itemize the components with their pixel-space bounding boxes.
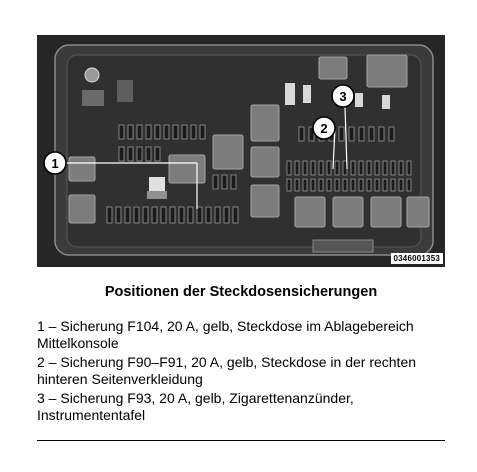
figure-caption-title: Positionen der Steckdosensicherungen	[104, 284, 378, 300]
power-stud	[85, 68, 99, 82]
connector-f104-area	[149, 177, 165, 191]
legend-item-2: 2 – Sicherung F90–F91, 20 A, gelb, Steckdose in der rechten hinteren Seitenverkleidung	[37, 354, 417, 387]
callout-2-label: 2	[320, 121, 328, 136]
bottom-divider	[37, 440, 445, 441]
fuse-legend-list	[37, 318, 443, 426]
bottom-latch	[313, 240, 373, 252]
image-reference-code: 0346001353	[391, 253, 444, 264]
legend-item-1: 1 – Sicherung F104, 20 A, gelb, Steckdose im Ablagebereich Mittelkonsole	[37, 318, 414, 351]
terminal-block-right	[117, 80, 133, 102]
connector-f104-base	[147, 191, 167, 199]
legend-item-3: 3 – Sicherung F93, 20 A, gelb, Zigarettenanzünder, Instrumententafel	[37, 390, 354, 423]
callout-1-label: 1	[51, 156, 59, 171]
callout-3-label: 3	[339, 89, 347, 104]
fuse-box-illustration	[37, 35, 445, 267]
fuse-box-photo	[37, 35, 445, 267]
fuse-row-left-lower	[107, 207, 238, 223]
terminal-block	[82, 90, 104, 106]
